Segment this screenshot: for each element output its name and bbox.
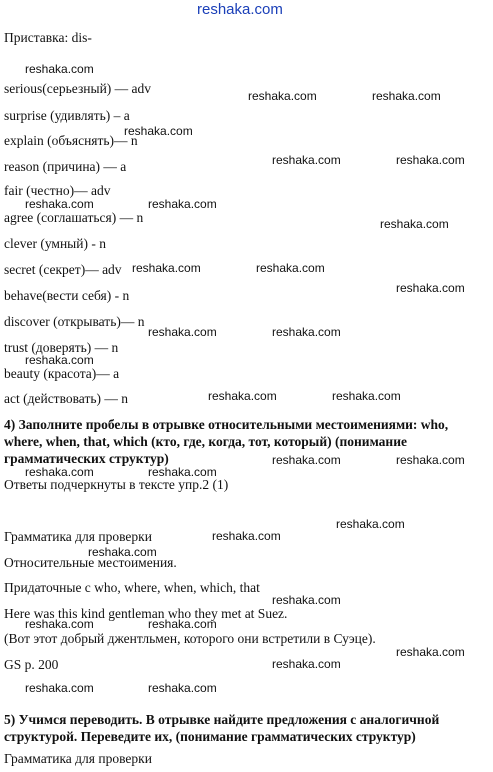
- watermark: reshaka.com: [272, 453, 341, 467]
- word-line: serious(серьезный) — adv: [4, 81, 152, 96]
- word-line: discover (открывать)— n: [4, 314, 145, 329]
- watermark: reshaka.com: [396, 153, 465, 167]
- watermark: reshaka.com: [396, 281, 465, 295]
- watermark: reshaka.com: [148, 617, 217, 631]
- word-line: clever (умный) - n: [4, 236, 106, 251]
- word-line: fair (честно)— adv: [4, 183, 111, 198]
- watermark: reshaka.com: [336, 517, 405, 531]
- prefix-heading: Приставка: dis-: [4, 30, 92, 45]
- grammar-check-label: Грамматика для проверки: [4, 529, 152, 544]
- grammar-translation: (Вот этот добрый джентльмен, которого они встретили в Суэце).: [4, 631, 376, 646]
- watermark: reshaka.com: [208, 389, 277, 403]
- watermark: reshaka.com: [248, 89, 317, 103]
- grammar-example: Here was this kind gentleman who they met at Suez.: [4, 606, 288, 621]
- word-line: act (действовать) — n: [4, 391, 129, 406]
- watermark: reshaka.com: [372, 89, 441, 103]
- site-header: reshaka.com: [197, 1, 283, 18]
- watermark: reshaka.com: [25, 617, 94, 631]
- word-line: beauty (красота)— a: [4, 366, 120, 381]
- grammar-clauses: Придаточные с who, where, when, which, that: [4, 580, 260, 595]
- watermark: reshaka.com: [148, 197, 217, 211]
- word-line: trust (доверять) — n: [4, 340, 119, 355]
- watermark: reshaka.com: [256, 261, 325, 275]
- watermark: reshaka.com: [25, 353, 94, 367]
- watermark: reshaka.com: [380, 217, 449, 231]
- watermark: reshaka.com: [212, 529, 281, 543]
- watermark: reshaka.com: [132, 261, 201, 275]
- watermark: reshaka.com: [25, 465, 94, 479]
- watermark: reshaka.com: [396, 453, 465, 467]
- word-line: agree (соглашаться) — n: [4, 210, 144, 225]
- word-line: behave(вести себя) - n: [4, 288, 130, 303]
- word-line: surprise (удивлять) – a: [4, 108, 130, 123]
- watermark: reshaka.com: [148, 681, 217, 695]
- watermark: reshaka.com: [148, 325, 217, 339]
- task5-heading: 5) Учимся переводить. В отрывке найдите предложения с аналогичной структурой. Переведите их, (понимание грамматических структур): [4, 712, 440, 744]
- watermark: reshaka.com: [272, 325, 341, 339]
- watermark: reshaka.com: [272, 593, 341, 607]
- watermark: reshaka.com: [272, 657, 341, 671]
- watermark: reshaka.com: [25, 62, 94, 76]
- watermark: reshaka.com: [124, 124, 193, 138]
- watermark: reshaka.com: [25, 681, 94, 695]
- watermark: reshaka.com: [332, 389, 401, 403]
- task5-check-label: Грамматика для проверки: [4, 751, 152, 766]
- task4-answer: Ответы подчеркнуты в тексте упр.2 (1): [4, 477, 229, 492]
- watermark: reshaka.com: [25, 197, 94, 211]
- word-line: reason (причина) — a: [4, 159, 127, 174]
- grammar-relative: Относительные местоимения.: [4, 555, 177, 570]
- word-line: secret (секрет)— adv: [4, 262, 122, 277]
- task4-heading: 4) Заполните пробелы в отрывке относительными местоимениями: who, where, when, that, which (кто, где, когда, тот, который) (понимание грамматических структур): [4, 417, 449, 466]
- watermark: reshaka.com: [148, 465, 217, 479]
- grammar-ref: GS p. 200: [4, 657, 59, 672]
- watermark: reshaka.com: [88, 545, 157, 559]
- watermark: reshaka.com: [272, 153, 341, 167]
- word-line: explain (объяснять)— n: [4, 133, 138, 148]
- watermark: reshaka.com: [396, 645, 465, 659]
